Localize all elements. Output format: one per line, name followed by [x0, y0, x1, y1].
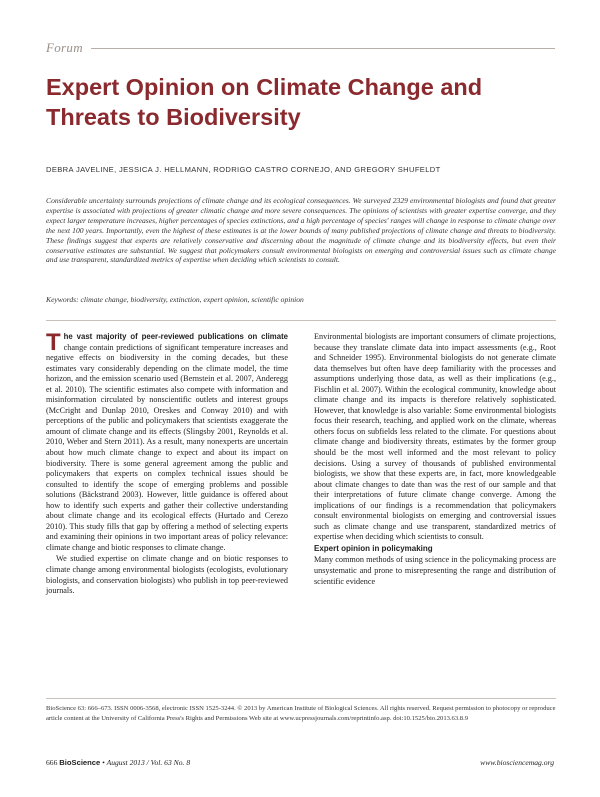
section-label: Forum: [46, 40, 83, 55]
paragraph-intro-text: change contain predictions of significant temperature increases and negative effects on biodiversity in the coming decades, but these estimates vary considerably depending on the climate model, the time horizon, and the emission scenario used (Bernstein et al. 2007, Anderegg et al. 2010). The scientific estimates also compete with information and misinformation circulated by nonscientific outlets and interest groups (McCright and Dunlap 2010, Oreskes and Conway 2010) and with perceptions of the public and policymakers that scientists exaggerate the amount of climate change and its effects (Slingsby 2001, Reynolds et al. 2010, Weber and Stern 2011). As a result, many nonexperts are uncertain about how much climate change to expect and about its impact on biodiversity. There is some general agreement among the public and policymakers that experts on complex technical issues should be consulted to identify the scope of emerging problems and possible solutions (Bäckstrand 2003). However, little guidance is offered about how to identify such experts and gather their collective understanding about climate change and its ecological effects (Hurtado and Cerezo 2010). This study fills that gap by offering a method of selecting experts and examining their opinions in two important areas of policy relevance: climate change and biotic responses to climate change.: [46, 342, 288, 552]
article-title: Expert Opinion on Climate Change and Threats to Biodiversity: [46, 74, 483, 130]
section-rule: [91, 48, 555, 49]
abstract: Considerable uncertainty surrounds projections of climate change and its ecological consequences. We surveyed 2329 environmental biologists and found that greater expertise is associated with projections of greater climatic change and more severe consequences. The opinions of scientists with greater expertise converge, and they expect larger temperature increases, higher percentages of species extinctions, and a high percentage of species' ranges will change in response to climate change over the next 100 years. Importantly, even the highest of these estimates is at the lower bounds of many published projections of climate change and threats to biodiversity. These findings suggest that experts are relatively conservative and discerning about the magnitude of climate change and its biodiversity effects, but even their conservative estimates are substantial. We suggest that policymakers consult environmental biologists on emerging and controversial issues such as climate change and use transparent, standardized metrics of expertise when deciding which scientists to consult.: [46, 196, 556, 265]
page-number: 666: [46, 758, 58, 767]
journal-url[interactable]: www.biosciencemag.org: [480, 758, 554, 767]
paragraph-4: Many common methods of using science in the policymaking process are unsystematic and prone to misrepresenting the range and distribution of scientific evidence: [314, 555, 556, 586]
paragraph-2: We studied expertise on climate change and on biotic responses to climate change among environmental biologists (ecologists, evolutionary biologists, and conservation biologists) who publish in top peer-reviewed journals.: [46, 554, 288, 596]
drop-cap: T: [46, 329, 61, 356]
lead-in-text: he vast majority of peer-reviewed publications on climate: [63, 332, 288, 341]
footnote-divider: [46, 698, 556, 699]
section-heading: Expert opinion in policymaking: [314, 543, 433, 553]
author-list: DEBRA JAVELINE, JESSICA J. HELLMANN, RODRIGO CASTRO CORNEJO, AND GREGORY SHUFELDT: [46, 165, 441, 174]
body-column-left: [46, 329, 288, 598]
journal-name: BioScience: [59, 758, 101, 767]
page-footer-left: [46, 758, 190, 767]
footnote: BioScience 63: 666–673. ISSN 0006-3568, electronic ISSN 1525-3244. © 2013 by American Institute of Biological Sciences. All rights reserved. Request permission to photocopy or reproduce article content at the University of California Press's Rights and Permissions Web site at www.ucpressjournals.com/reprintinfo.asp. doi:10.1525/bio.2013.63.8.9: [46, 705, 556, 722]
issue-info: • August 2013 / Vol. 63 No. 8: [102, 758, 191, 767]
paragraph-3: Environmental biologists are important consumers of climate projections, because they translate climate data into impact assessments (e.g., Root and Schneider 1995). Environmental biologists do not generate climate data themselves but often have deep familiarity with the processes and assumptions underlying those data, as well as their implications (e.g., Fischlin et al. 2007). Within the ecological community, knowledge about climate change and its impacts is therefore relatively sophisticated. However, that knowledge is also variable: Some environmental biologists focus their research, teaching, and applied work on the climate, whereas others focus on subfields less related to the climate. For questions about climate change and biodiversity threats, estimates by the former group should be the most well informed and the most relevant to policy decisions. Using a survey of thousands of published environmental biologists, we show that these experts are, in fact, more knowledgeable about climate changes to date than was the rest of our sample and that their interpretations of future climate change converge. Among the implications of our findings is a recommendation that policymakers consult environmental biologists on emerging and controversial issues such as climate change and use transparent, standardized metrics of expertise when deciding which scientists to consult.: [314, 332, 556, 542]
keywords: Keywords: climate change, biodiversity, extinction, expert opinion, scientific opinion: [46, 295, 304, 304]
header-divider: [46, 320, 556, 321]
body-column-right: [314, 332, 556, 588]
paragraph-intro: [46, 329, 288, 553]
